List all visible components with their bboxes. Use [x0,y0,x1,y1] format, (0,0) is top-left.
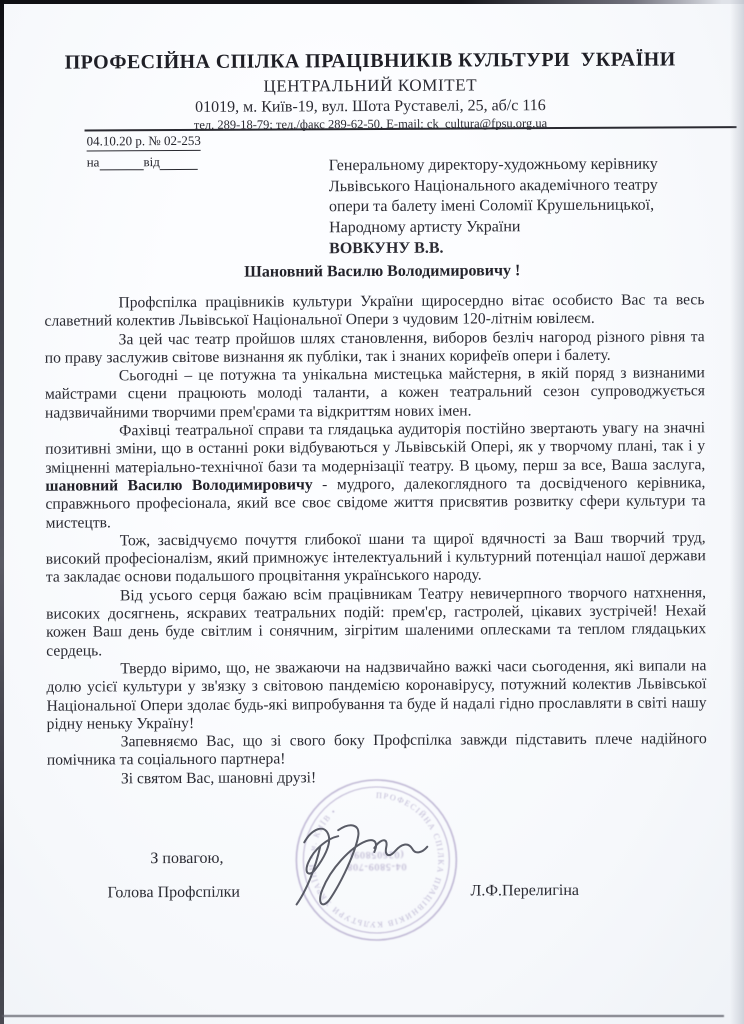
letterhead [0,0,743,134]
organization-name: ПРОФЕСІЙНА СПІЛКА ПРАЦІВНИКІВ КУЛЬТУРИ УКРАЇНИ [64,48,676,74]
outgoing-number: 04.10.20 р. № 02-253 [87,133,201,152]
closing-regards: З повагою, [150,849,224,868]
reply-vid-label: від [143,154,160,170]
recipient-line: Львівського Національного академічного театру [328,176,658,195]
body-paragraph: Від усього серця бажаю всім працівникам Театру невичерпного творчого натхнення, високих досягнень, яскравих театральних подій: прем'єр, гастролей, цікавих зустрічей! Нехай кожен Ваш день буде світлим і сонячним, зігрітим шаленими оплесками та теплом глядацьких сердець. [46,584,707,660]
recipient-line: Генеральному директору-художньому керівнику [328,155,658,175]
salutation: Шановний Василю Володимировичу ! [244,262,521,281]
reference-block [87,133,201,171]
body-paragraph: Сьогодні – це потужна та унікальна мистецька майстерня, в якій поряд з визнаними майстрами сцени працюють молоді таланти, а кожен театральний сезон супроводжується надзвичайними творчими прем'єрами та відкриттям нових імен. [44,364,705,422]
body-paragraph: Профспілка працівників культури України щиросердно вітає особисто Вас та весь славетний колектив Львівської Національної Опери з чудовим 120-літнім ювілеєм. [44,291,705,331]
scan-edge-top [0,0,744,4]
body-paragraph: Зі святом Вас, шановні друзі! [120,769,317,788]
reply-reference-line [87,154,201,171]
letter-body [44,291,707,788]
scan-edge-left [0,0,4,1024]
stamp-ring-text: ПРОФЕСІЙНА СПІЛКА ПРАЦІВНИКІВ КУЛЬТУРИ УКРАЇНИ • м. КИЇВ • [307,790,446,930]
committee-name: ЦЕНТРАЛЬНИЙ КОМІТЕТ [263,75,478,96]
reply-na-label: на [86,154,100,170]
signer-name: Л.Ф.Перелигіна [470,881,580,900]
body-paragraph: Тож, засвідчуємо почуття глибокої шани та щирої вдячності за Ваш творчий труд, високий професіоналізм, який примножує інтелектуальний і культурний потенціал нашої держави та закладає основи подальшого процвітання українського народу. [45,529,706,587]
signer-title: Голова Профспілки [107,883,240,902]
organization-contacts: тел. 289-18-79; тел./факс 289-62-50, E-mail: ck_cultura@fpsu.org.ua [193,116,548,132]
recipient-block [329,155,659,260]
stamp-code-line: 04-5809-708 [346,860,407,872]
handwritten-signature [290,800,451,916]
body-paragraph: Запевняємо Вас, що зі свого боку Профспілка завжди підставить плече надійного помічника та соціального партнера! [46,730,707,770]
body-paragraph: Твердо віримо, що, не зважаючи на надзвичайно важкі часи сьогодення, які випали на долю усієї культури у зв'язку з світовою пандемією коронавірусу, потужний колектив Львівської Національної Опери здолає будь-які випробування та буде й надалі гідно прославляти в світі нашу рідну неньку Україну! [46,657,707,733]
body-paragraph: За цей час театр пройшов шлях становлення, виборов безліч нагород різного рівня та по праву заслужив світове визнання як публіки, так і знаних корифеїв опери і балету. [44,327,705,367]
body-paragraph: Фахівці театральної справи та глядацька аудиторія постійно звертають увагу на значні позитивні зміни, що в останні роки відбуваються у Львівській Опері, як у творчому плані, так і у зміцненні матеріально-технічної бази та модернізації театру. В цьому, перш за все, Ваша заслуга, шановний Василю Володимировичу - мудрого, далекоглядного та досвідченого керівника, справжнього професіонала, який все своє свідоме життя присвятив розвитку сфери культури та мистецтв. [45,419,706,532]
recipient-name: ВОВКУНУ В.В. [329,239,444,258]
recipient-line: опери та балету імені Соломії Крушельницької, [328,196,655,216]
stamp-code-line: (02605809) [349,848,404,860]
scan-edge-bottom [2,1015,724,1017]
organization-address: 01019, м. Київ-19, вул. Шота Руставелі, 25, аб/с 116 [195,97,546,116]
recipient-line: Народному артисту України [328,217,521,236]
reply-vid-blank [160,157,198,170]
scan-shadow-right [730,0,744,1024]
reply-na-blank [99,157,143,170]
